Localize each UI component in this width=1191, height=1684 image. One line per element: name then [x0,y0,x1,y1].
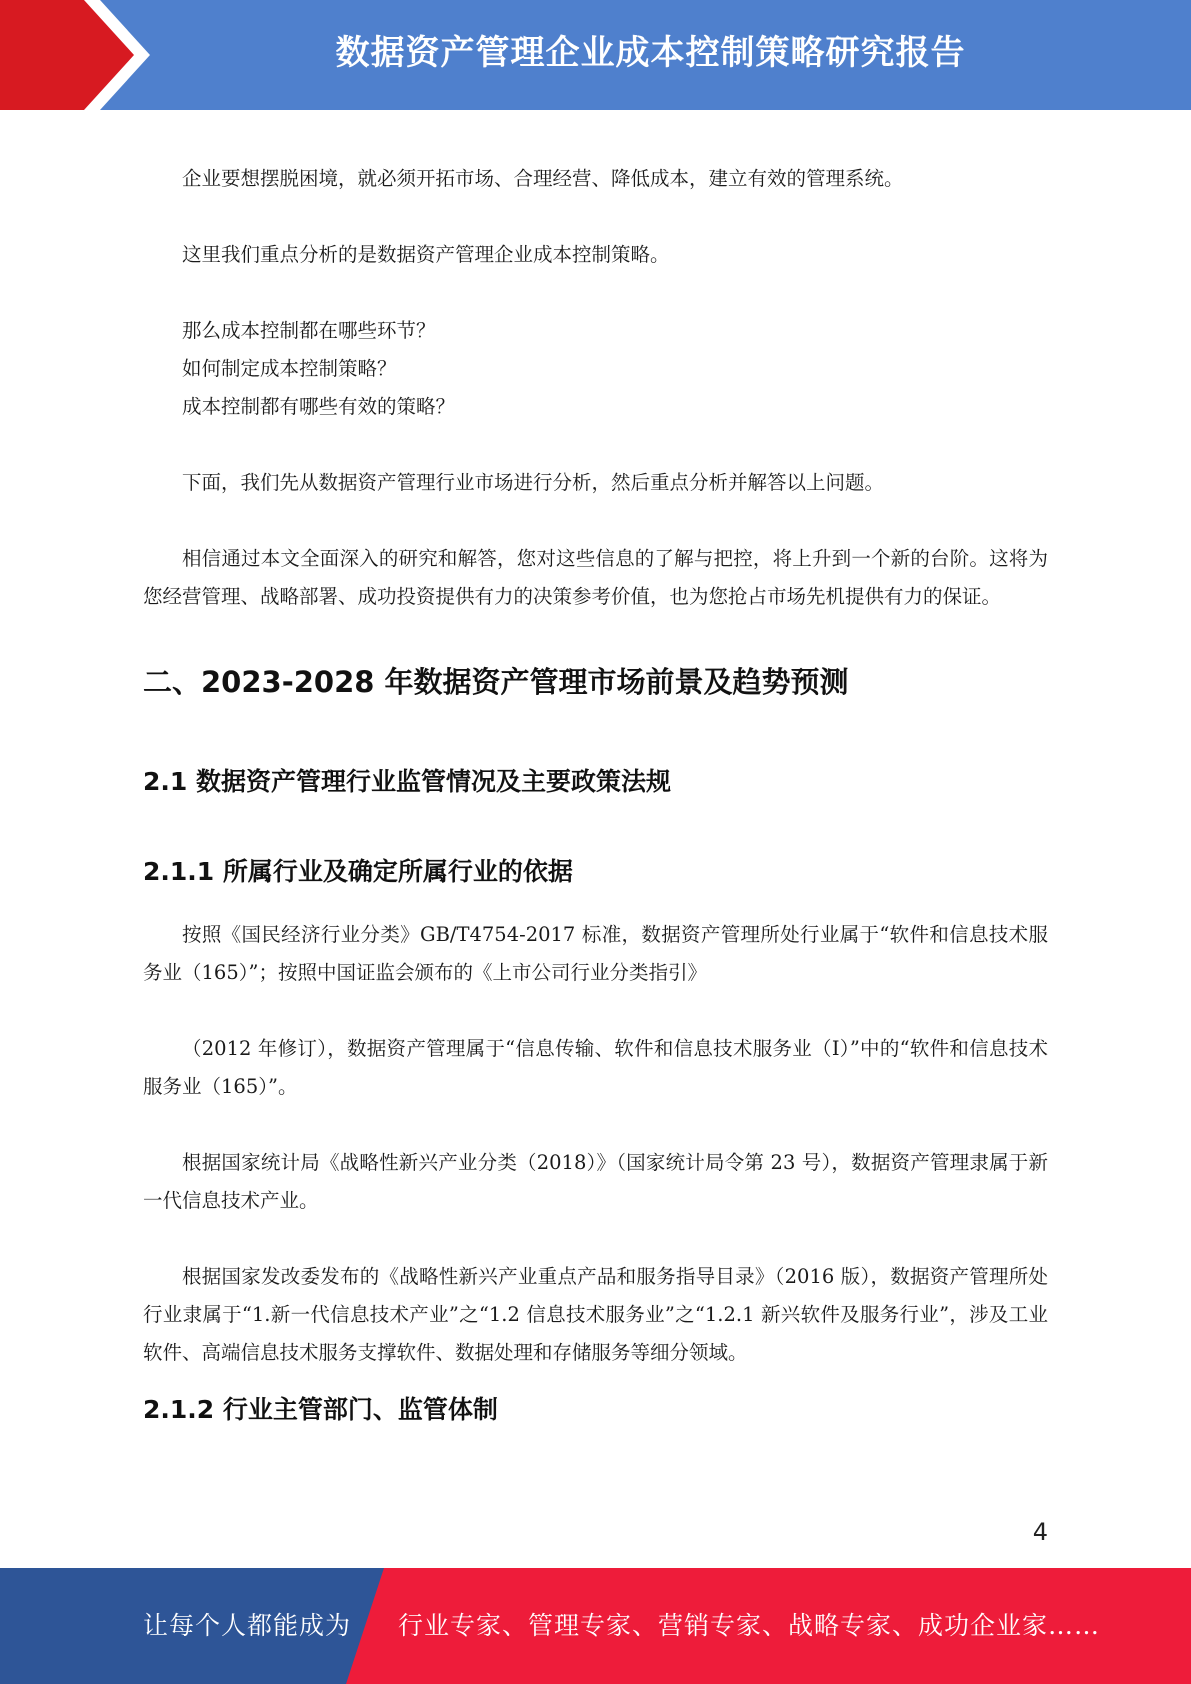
footer-slogan-left: 让每个人都能成为 [143,1611,352,1640]
page-header [0,0,1191,110]
report-title: 数据资产管理企业成本控制策略研究报告 [335,33,966,73]
section-2-1-2-heading: 2.1.2 行业主管部门、监管体制 [143,1395,498,1424]
intro-paragraph-4: 相信通过本文全面深入的研究和解答，您对这些信息的了解与把控，将上升到一个新的台阶。这将为您经营管理、战略部署、成功投资提供有力的决策参考价值，也为您抢占市场先机提供有力的保证。 [143,547,1048,608]
page-number: 4 [1032,1518,1048,1546]
footer-slogan-right: 行业专家、管理专家、营销专家、战略专家、成功企业家…… [398,1611,1101,1640]
section-2-1-1-paragraph-4: 根据国家发改委发布的《战略性新兴产业重点产品和服务指导目录》（2016 版），数据资产管理所处行业隶属于“1.新一代信息技术产业”之“1.2 信息技术服务业”之“1.2.1 新兴软件及服务行业”，涉及工业软件、高端信息技术服务支撑软件、数据处理和存储服务等细分领域。 [143,1265,1048,1364]
intro-paragraph-3: 下面，我们先从数据资产管理行业市场进行分析，然后重点分析并解答以上问题。 [182,471,885,494]
intro-paragraph-2: 这里我们重点分析的是数据资产管理企业成本控制策略。 [182,243,670,266]
page-footer [0,1568,1191,1684]
question-2: 如何制定成本控制策略？ [182,357,397,380]
section-2-heading: 二、2023-2028 年数据资产管理市场前景及趋势预测 [143,665,849,699]
question-list [143,312,1048,426]
question-3: 成本控制都有哪些有效的策略？ [182,395,456,418]
question-1: 那么成本控制都在哪些环节？ [182,319,436,342]
header-chevron-decoration [0,0,160,110]
section-2-1-1-paragraph-2: （2012 年修订），数据资产管理属于“信息传输、软件和信息技术服务业（I）”中的“软件和信息技术服务业（165）”。 [143,1037,1048,1098]
section-2-1-heading: 2.1 数据资产管理行业监管情况及主要政策法规 [143,767,671,796]
section-2-1-1-heading: 2.1.1 所属行业及确定所属行业的依据 [143,857,573,886]
intro-paragraph-1: 企业要想摆脱困境，就必须开拓市场、合理经营、降低成本，建立有效的管理系统。 [182,167,904,190]
section-2-1-1-paragraph-3: 根据国家统计局《战略性新兴产业分类（2018）》（国家统计局令第 23 号），数据资产管理隶属于新一代信息技术产业。 [143,1151,1048,1212]
section-2-1-1-paragraph-1: 按照《国民经济行业分类》GB/T4754-2017 标准，数据资产管理所处行业属于“软件和信息技术服务业（165）”；按照中国证监会颁布的《上市公司行业分类指引》 [143,923,1048,984]
main-content [143,160,1048,1428]
